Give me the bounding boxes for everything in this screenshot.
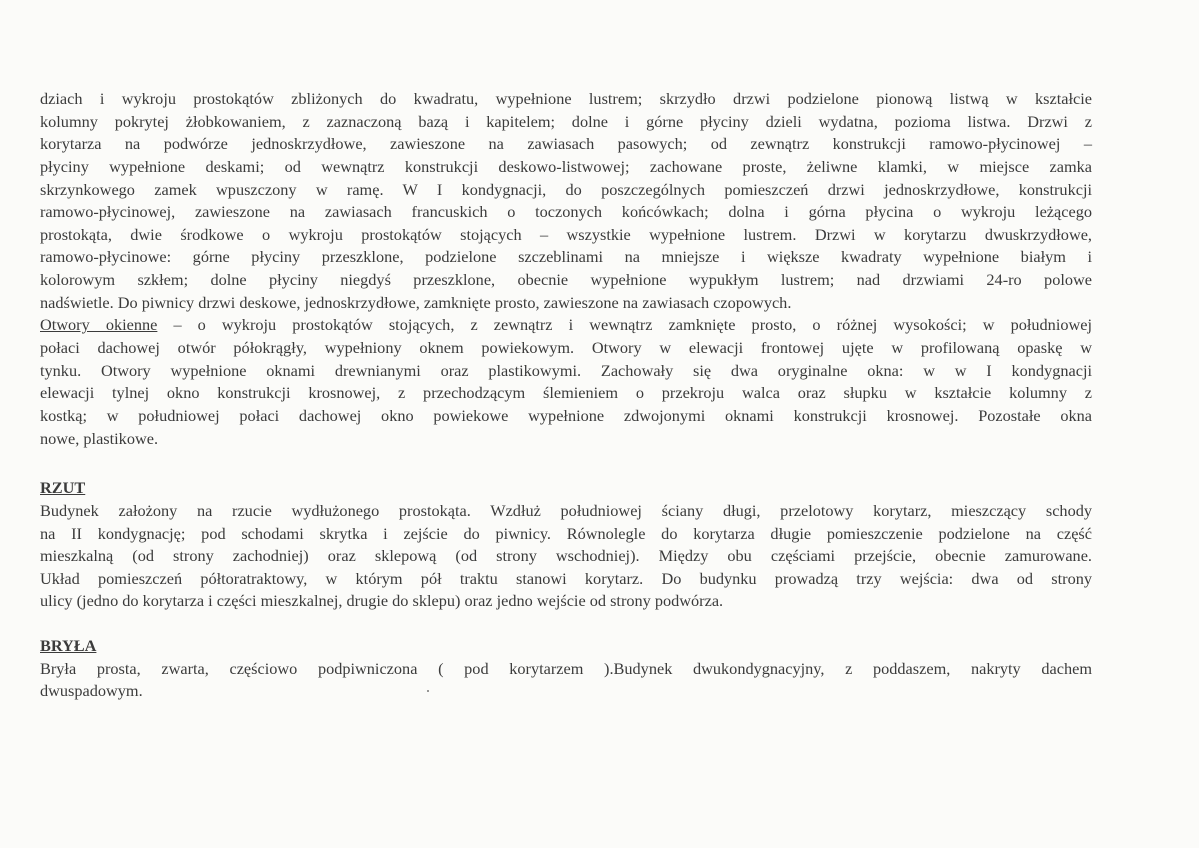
windows-label: Otwory okienne [40,315,158,335]
doors-paragraph [40,88,1092,314]
text-line: na II kondygnację; pod schodami skrytka i zejście do piwnicy. Równolegle do korytarza długie pomieszczenie podzielone na część [40,523,1092,543]
document-page [40,88,1092,703]
text-line: korytarza na podwórze jednoskrzydłowe, zawieszone na zawiasach pasowych; od zewnątrz konstrukcji ramowo-płycinowej – [40,134,1092,154]
text-line: elewacji tylnej okno konstrukcji krosnowej, z przechodzącym ślemieniem o przekroju walca oraz słupku w kształcie kolumny z [40,383,1092,403]
text-line: prostokąta, dwie środkowe o wykroju prostokątów stojących – wszystkie wypełnione lustrem. Drzwi w korytarzu dwuskrzydłowe, [40,224,1092,244]
text-line: Układ pomieszczeń półtoratraktowy, w którym pół traktu stanowi korytarz. Do budynku prowadzą trzy wejścia: dwa od strony [40,568,1092,588]
text-line: kostką; w południowej połaci dachowej okno powiekowe wypełnione zdwojonymi oknami konstrukcji krosnowej. Pozostałe okna [40,405,1092,425]
text-line: Budynek założony na rzucie wydłużonego prostokąta. Wzdłuż południowej ściany długi, przelotowy korytarz, mieszczący schody [40,500,1092,520]
text-line: kolumny pokrytej żłobkowaniem, z zaznaczoną bazą i kapitelem; dolne i górne płyciny dzieli wydatna, pozioma listwa. Drzwi z [40,111,1092,131]
text-line: ramowo-płycinowej, zawieszone na zawiasach francuskich o toczonych końcówkach; dolna i górna płycina o wykroju leżącego [40,202,1092,222]
text-line: ulicy (jedno do korytarza i części mieszkalnej, drugie do sklepu) oraz jedno wejście od strony podwórza. [40,591,724,611]
text-line: tynku. Otwory wypełnione oknami drewnianymi oraz plastikowymi. Zachowały się dwa oryginalne okna: w w I kondygnacji [40,360,1092,380]
text-line: dziach i wykroju prostokątów zbliżonych do kwadratu, wypełnione lustrem; skrzydło drzwi podzielone pionową listwą w kształcie [40,89,1092,108]
rzut-section [40,477,1092,613]
text-line: nadświetle. Do piwnicy drzwi deskowe, jednoskrzydłowe, zamknięte prosto, zawieszone na zawiasach czopowych. [40,292,792,312]
text-line: kolorowym szkłem; dolne płyciny niegdyś przeszklone, obecnie wypełnione wypukłym lustrem; nad drzwiami 24-ro polowe [40,270,1092,290]
text-line [40,314,1092,337]
text-line: skrzynkowego zamek wpuszczony w ramę. W I kondygnacji, do poszczególnych pomieszczeń drzwi jednoskrzydłowe, konstrukcji [40,179,1092,199]
text-line: mieszkalną (od strony zachodniej) oraz sklepową (od strony wschodniej). Między obu częściami przejście, obecnie zamurowane. [40,546,1092,566]
text-line: Bryła prosta, zwarta, częściowo podpiwniczona ( pod korytarzem ).Budynek dwukondygnacyjny, z poddaszem, nakryty dachem [40,658,1092,678]
text-line: dwuspadowym. [40,681,143,701]
text-line: połaci dachowej otwór półokrągły, wypełniony oknem powiekowym. Otwory w elewacji frontowej ujęte w profilowaną opaskę w [40,338,1092,358]
windows-paragraph [40,314,1092,450]
section-heading-bryla: BRYŁA [40,636,97,656]
scan-speck [427,690,429,692]
bryla-section [40,635,1092,703]
text-line: nowe, plastikowe. [40,428,159,448]
windows-first-line: – o wykroju prostokątów stojących, z zewnątrz i wewnątrz zamknięte prosto, o różnej wysokości; w południowej [157,315,1092,335]
text-line: ramowo-płycinowe: górne płyciny przeszklone, podzielone szczeblinami na mniejsze i większe kwadraty wypełnione białym i [40,247,1092,267]
text-line: płyciny wypełnione deskami; od wewnątrz konstrukcji deskowo-listwowej; zachowane proste, żeliwne klamki, w miejsce zamka [40,156,1092,176]
section-heading-rzut: RZUT [40,478,86,498]
